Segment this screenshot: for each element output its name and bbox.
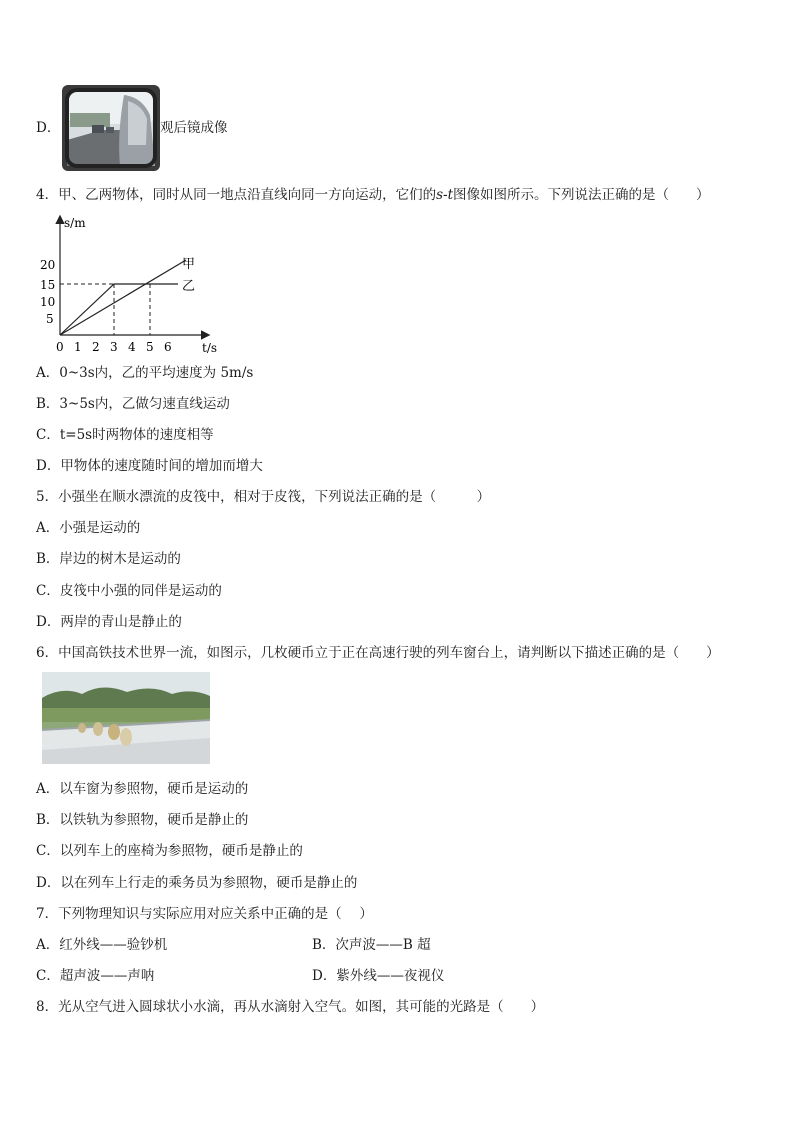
- y-tick-20: 20: [40, 258, 56, 272]
- rearview-mirror-photo: [62, 85, 160, 171]
- q4-stem-pre: 4．甲、乙两物体，同时从同一地点沿直线向同一方向运动，它们的: [36, 187, 437, 203]
- q7-stem: 7．下列物理知识与实际应用对应关系中正确的是（ ）: [36, 906, 373, 922]
- q7-option-c: C．超声波——声呐: [36, 968, 155, 984]
- q4-stem-post: 图像如图所示。下列说法正确的是（ ）: [453, 187, 710, 203]
- q8-stem: 8．光从空气进入圆球状小水滴，再从水滴射入空气。如图，其可能的光路是（ ）: [36, 999, 545, 1015]
- y-axis-label: s/m: [64, 216, 86, 230]
- q6-option-b: B．以铁轨为参照物，硬币是静止的: [36, 812, 249, 828]
- y-tick-15: 15: [40, 278, 56, 292]
- x-tick-5: 5: [146, 340, 154, 354]
- x-tick-3: 3: [110, 340, 118, 354]
- q7-option-b: B．次声波——B 超: [312, 937, 431, 953]
- x-tick-2: 2: [92, 340, 100, 354]
- x-axis-label: t/s: [202, 341, 218, 355]
- x-tick-6: 6: [164, 340, 172, 354]
- q5-option-a: A．小强是运动的: [36, 520, 141, 536]
- line-jia: [60, 260, 186, 335]
- q5-stem: 5．小强坐在顺水漂流的皮筏中，相对于皮筏，下列说法正确的是（ ）: [36, 489, 491, 505]
- q4-option-a: A．0~3s内，乙的平均速度为 5m/s: [36, 365, 254, 381]
- y-tick-10: 10: [40, 295, 56, 309]
- x-tick-0: 0: [56, 340, 64, 354]
- q3-option-d-label: D．: [36, 120, 61, 136]
- train-window-coins-photo: [42, 672, 210, 764]
- q6-option-c: C．以列车上的座椅为参照物，硬币是静止的: [36, 843, 303, 859]
- q4-stem-var: s-t: [436, 187, 454, 203]
- q6-option-a: A．以车窗为参照物，硬币是运动的: [36, 781, 249, 797]
- q5-option-c: C．皮筏中小强的同伴是运动的: [36, 583, 222, 599]
- y-tick-5: 5: [46, 312, 54, 326]
- q6-stem: 6．中国高铁技术世界一流，如图示，几枚硬币立于正在高速行驶的列车窗台上，请判断以下描述正确的是（ ）: [36, 645, 720, 661]
- x-tick-1: 1: [74, 340, 82, 354]
- x-tick-4: 4: [128, 340, 136, 354]
- q4-option-c: C．t=5s时两物体的速度相等: [36, 427, 214, 443]
- st-graph: [36, 213, 226, 355]
- q4-option-d: D．甲物体的速度随时间的增加而增大: [36, 458, 263, 474]
- q3-option-d-text: 观后镜成像: [160, 120, 228, 136]
- q7-option-d: D．紫外线——夜视仪: [312, 968, 445, 984]
- line-yi: [60, 284, 178, 335]
- label-jia: 甲: [182, 257, 196, 272]
- q5-option-b: B．岸边的树木是运动的: [36, 551, 181, 567]
- q5-option-d: D．两岸的青山是静止的: [36, 614, 182, 630]
- q6-option-d: D．以在列车上行走的乘务员为参照物，硬币是静止的: [36, 875, 358, 891]
- q4-stem: [36, 186, 710, 204]
- q4-option-b: B．3~5s内，乙做匀速直线运动: [36, 396, 230, 412]
- q7-option-a: A．红外线——验钞机: [36, 937, 168, 953]
- label-yi: 乙: [182, 279, 196, 294]
